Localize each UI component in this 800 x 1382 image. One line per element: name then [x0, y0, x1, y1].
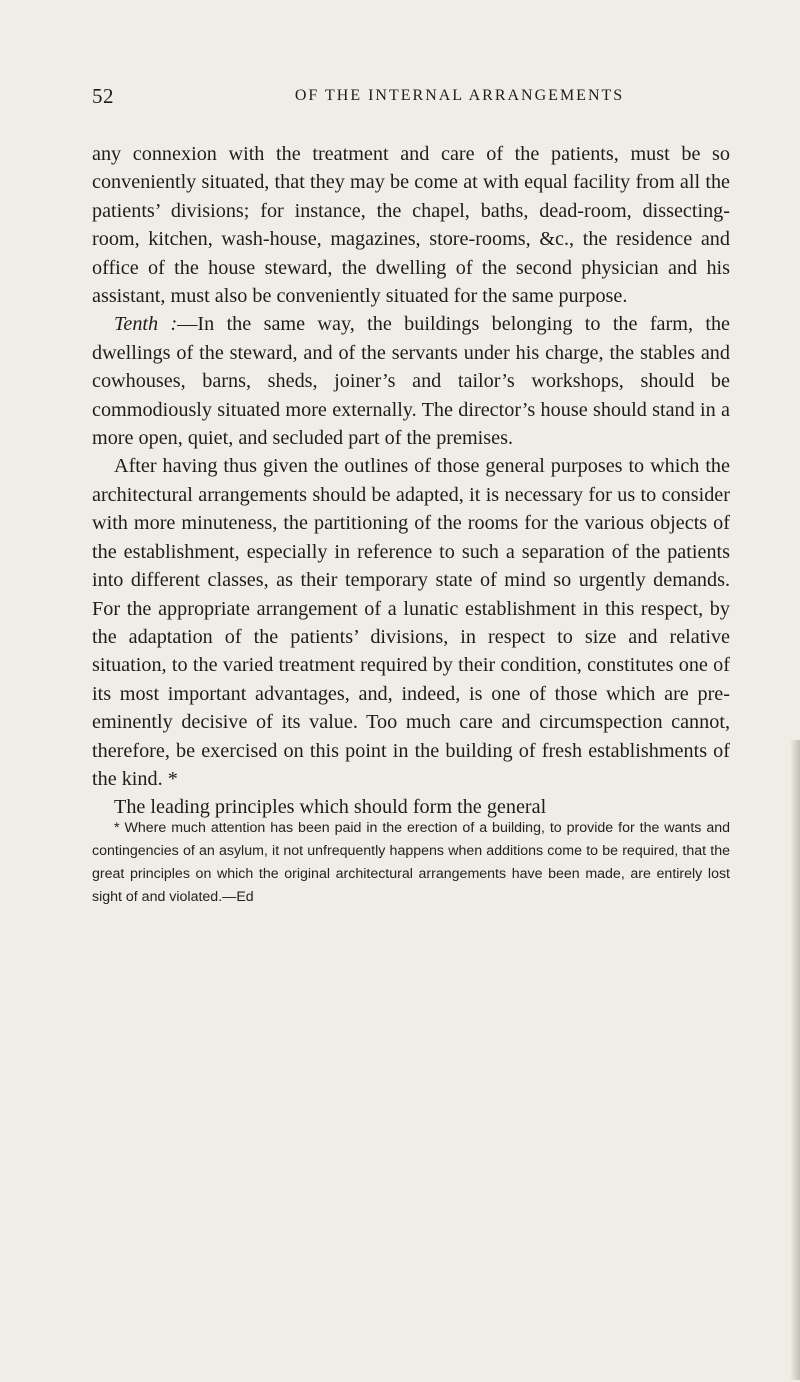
- paragraph-leading-principles: The leading principles which should form the general: [114, 796, 547, 819]
- footnote: * Where much attention has been paid in the erection of a building, to provide for the wants and contingencies of an asylum, it not unfrequently happens when additions come to be required, that the great principles on which the original architectural arrangements have been made, are entirely lost sight of and violated.—Ed: [92, 820, 730, 905]
- page-header: [92, 84, 727, 114]
- paragraph-outlines: After having thus given the outlines of those general purposes to which the architectural arrangements should be adapted, it is necessary for us to consider with more minuteness, the partitioning of the rooms for the various objects of the establishment, especially in reference to such a separation of the patients into different classes, as their temporary state of mind so urgently demands. For the appropriate arrangement of a lunatic establishment in this respect, by the adaptation of the patients’ divisions, in respect to size and relative situation, to the varied treatment required by their condition, constitutes one of its most important advantages, and, indeed, is one of those which are pre-eminently decisive of its value. Too much care and circumspection cannot, therefore, be exercised on this point in the building of fresh establishments of the kind. *: [92, 455, 730, 790]
- paragraph-continuation: any connexion with the treatment and care of the patients, must be so conveniently situated, that they may be come at with equal facility from all the patients’ divisions; for instance, the chapel, baths, dead-room, dissecting-room, kitchen, wash-house, magazines, store-rooms, &c., the residence and office of the house steward, the dwelling of the second physician and his assistant, must also be conveniently situated for the same purpose.: [92, 143, 730, 308]
- paragraph-tenth: [92, 310, 730, 452]
- tenth-label: Tenth :: [114, 313, 178, 336]
- page-number: 52: [92, 84, 114, 108]
- page-edge-shadow: [790, 740, 800, 1380]
- running-title: OF THE INTERNAL ARRANGEMENTS: [294, 87, 625, 104]
- tenth-text: —In the same way, the buildings belonging to the farm, the dwellings of the steward, and of the servants under his charge, the stables and cowhouses, barns, sheds, joiner’s and tailor’s workshops, should be commodiously situated more externally. The director’s house should stand in a more open, quiet, and secluded part of the premises.: [92, 313, 731, 450]
- body-text: [92, 140, 730, 822]
